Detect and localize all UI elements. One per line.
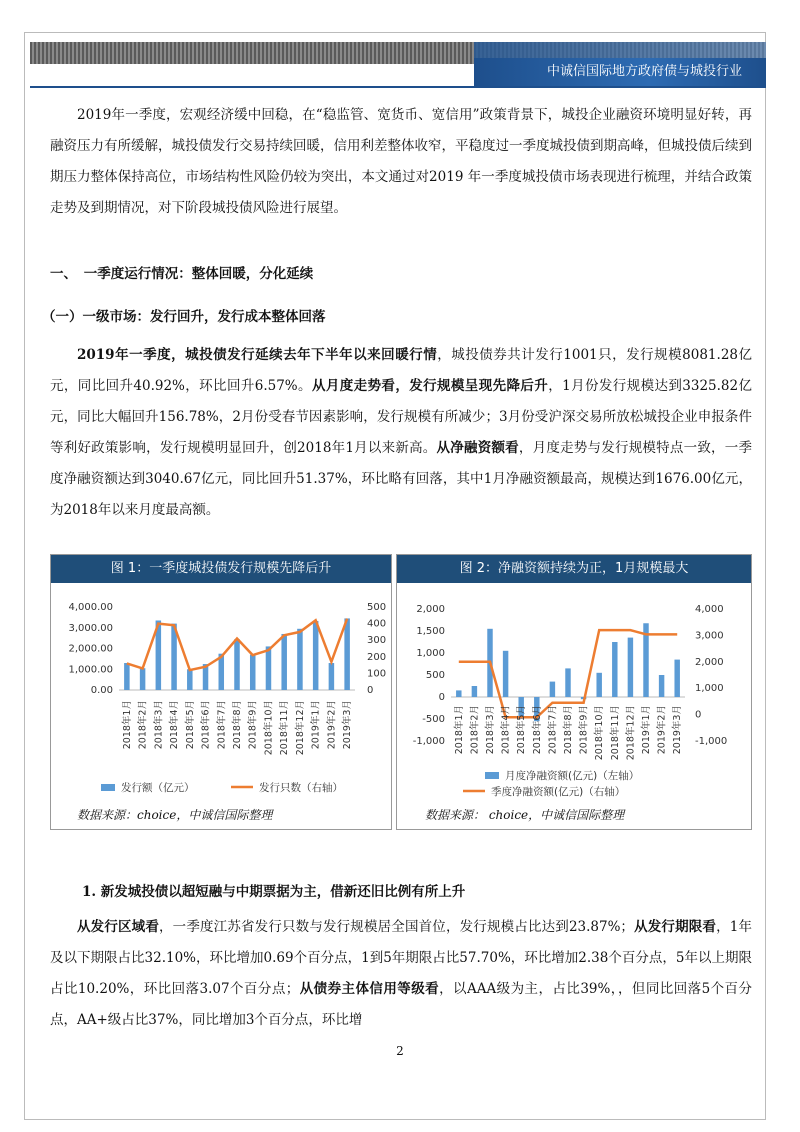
bar bbox=[234, 639, 240, 690]
x-tick-label: 2018年1月 bbox=[453, 705, 465, 755]
y-tick-right: 100 bbox=[367, 668, 387, 680]
y-tick-right: 0 bbox=[367, 685, 374, 696]
bar bbox=[187, 669, 193, 690]
body-text: ，月度走势与发行规模特点一致，一季度净融资额达到3040.67亿元，同比回升51.37%，环比略有回落，其中1月净融资额最高，规模达到1676.00亿元，为2018年以来月度最高额。 bbox=[50, 440, 753, 518]
body-text: ，1月份发行规模达到3325.82亿元，同比大幅回升156.78%，2月份受春节因素影响，发行规模有所减少；3月份受沪深交易所放松城投企业申报条件等利好政策影响，发行规模明显回升，创2018年1月以来新高。 bbox=[50, 378, 752, 456]
bar bbox=[628, 638, 633, 697]
x-tick-label: 2018年12月 bbox=[294, 700, 306, 756]
intro-paragraph: 2019年一季度，宏观经济缓中回稳，在“稳监管、宽货币、宽信用”政策背景下，城投企业融资环境明显好转，再融资压力有所缓解，城投债发行交易持续回暖，信用利差整体收窄，平稳度过一季度城投债到期高峰，但城投债后续到期压力整体保持高位，市场结构性风险仍较为突出，本文通过对2019 年一季度城投债市场表现进行梳理，并结合政策走势及到期情况，对下阶段城投债风险进行展望。 bbox=[50, 107, 752, 216]
bold-text: 从债券主体信用等级看 bbox=[299, 981, 440, 997]
header-decoration bbox=[474, 42, 766, 58]
x-tick-label: 2018年3月 bbox=[485, 705, 496, 755]
x-tick-label: 2018年11月 bbox=[609, 705, 621, 761]
y-tick-left: 2,000.00 bbox=[68, 643, 113, 655]
x-tick-label: 2018年9月 bbox=[247, 700, 259, 750]
bold-text: 2019年一季度，城投债发行延续去年下半年以来回暖行情 bbox=[77, 347, 438, 363]
bar bbox=[329, 663, 335, 690]
x-tick-label: 2018年6月 bbox=[531, 705, 543, 755]
bar bbox=[297, 629, 303, 690]
x-tick-label: 2018年9月 bbox=[578, 705, 590, 755]
y-tick-left: 3,000.00 bbox=[68, 622, 113, 634]
x-tick-label: 2019年2月 bbox=[656, 705, 668, 755]
x-tick-label: 2018年7月 bbox=[547, 705, 559, 755]
bar bbox=[596, 673, 601, 697]
legend-label: 季度净融资额(亿元)（右轴） bbox=[491, 786, 626, 798]
y-tick-left: 2,000 bbox=[416, 604, 445, 615]
header-rule bbox=[30, 86, 766, 88]
x-tick-label: 2018年10月 bbox=[263, 700, 275, 756]
x-tick-label: 2018年11月 bbox=[279, 700, 291, 756]
bar bbox=[503, 651, 508, 697]
x-tick-label: 2018年5月 bbox=[516, 705, 528, 755]
x-tick-label: 2018年5月 bbox=[184, 700, 196, 750]
y-tick-left: 500 bbox=[425, 670, 445, 681]
y-tick-left: 1,500 bbox=[416, 626, 445, 637]
body-text: ，以AAA级为主，占比39%，，但同比回落5个百分点，AA+级占比37%，同比增加3个百分点，环比增 bbox=[50, 981, 753, 1028]
paragraph-issuance bbox=[50, 340, 752, 526]
bold-text: 从净融资额看 bbox=[436, 440, 519, 456]
legend-label: 发行只数（右轴） bbox=[259, 782, 343, 794]
header-title: 中诚信国际地方政府债与城投行业 bbox=[474, 58, 766, 86]
x-tick-label: 2018年10月 bbox=[594, 705, 606, 761]
x-tick-label: 2018年3月 bbox=[153, 700, 165, 750]
y-tick-right: 3,000 bbox=[695, 630, 724, 642]
bar bbox=[281, 634, 287, 690]
y-tick-right: -1,000 bbox=[695, 736, 728, 747]
page-number: 2 bbox=[396, 1044, 404, 1058]
chart-1-source: 数据来源：choice，中诚信国际整理 bbox=[77, 808, 273, 822]
chart-2-caption: 图 2：净融资额持续为正，1月规模最大 bbox=[397, 555, 751, 583]
legend-label: 月度净融资额(亿元)（左轴） bbox=[505, 770, 640, 782]
paragraph-structure bbox=[50, 912, 752, 1036]
bar bbox=[344, 618, 350, 690]
chart-2-source: 数据来源： choice，中诚信国际整理 bbox=[425, 808, 625, 822]
section-heading-1-1: （一）一级市场：发行回升，发行成本整体回落 bbox=[42, 309, 326, 325]
chart-2-box bbox=[396, 554, 752, 830]
y-tick-right: 2,000 bbox=[695, 656, 724, 668]
body-text: ，1年及以下期限占比32.10%，环比增加0.69个百分点，1到5年期限占比57.70%，环比增加2.38个百分点，5年以上期限占比10.20%，环比回落3.07个百分点； bbox=[50, 919, 753, 997]
chart-2 bbox=[397, 583, 751, 803]
body-text: ，一季度江苏省发行只数与发行规模居全国首位，发行规模占比达到23.87%； bbox=[159, 919, 634, 935]
y-tick-left: 1,000 bbox=[416, 648, 445, 659]
bar bbox=[612, 642, 617, 697]
bar bbox=[250, 655, 256, 690]
x-tick-label: 2019年3月 bbox=[342, 700, 354, 750]
x-tick-label: 2018年8月 bbox=[232, 700, 243, 750]
bar bbox=[313, 621, 319, 690]
bold-text: 从发行区域看 bbox=[77, 919, 159, 935]
x-tick-label: 2018年6月 bbox=[200, 700, 212, 750]
y-tick-left: -1,000 bbox=[412, 736, 445, 747]
y-tick-left: 1,000.00 bbox=[68, 664, 113, 676]
y-tick-left: 0 bbox=[438, 692, 445, 703]
bar bbox=[266, 646, 272, 690]
subsection-heading-1: 1. 新发城投债以超短融与中期票据为主，借新还旧比例有所上升 bbox=[82, 884, 466, 900]
bar bbox=[472, 686, 477, 697]
y-tick-right: 0 bbox=[695, 709, 702, 721]
y-tick-right: 500 bbox=[367, 602, 387, 613]
x-tick-label: 2018年2月 bbox=[137, 700, 149, 750]
bar bbox=[550, 682, 555, 697]
bar bbox=[124, 663, 130, 690]
x-tick-label: 2018年4月 bbox=[169, 700, 181, 750]
body-text: ，城投债券共计发行1001只，发行规模8081.28亿元，同比回升40.92%，环比回升6.57%。 bbox=[50, 347, 752, 394]
chart-1-caption: 图 1：一季度城投债发行规模先降后升 bbox=[51, 555, 391, 583]
bar bbox=[140, 668, 146, 690]
y-tick-right: 4,000 bbox=[695, 604, 724, 615]
chart-1 bbox=[51, 583, 391, 803]
chart-1-box bbox=[50, 554, 392, 830]
y-tick-right: 1,000 bbox=[695, 683, 724, 695]
section-heading-1: 一、 一季度运行情况：整体回暖，分化延续 bbox=[50, 266, 314, 282]
x-tick-label: 2019年3月 bbox=[672, 705, 684, 755]
x-tick-label: 2019年2月 bbox=[326, 700, 338, 750]
x-tick-label: 2018年2月 bbox=[469, 705, 481, 755]
bar bbox=[456, 690, 461, 697]
y-tick-left: 0.00 bbox=[90, 685, 113, 696]
y-tick-right: 300 bbox=[367, 635, 387, 647]
x-tick-label: 2018年4月 bbox=[500, 705, 512, 755]
x-tick-label: 2019年1月 bbox=[641, 705, 652, 755]
y-tick-left: 4,000.00 bbox=[68, 602, 113, 613]
bar bbox=[659, 675, 664, 697]
x-tick-label: 2018年8月 bbox=[563, 705, 574, 755]
legend-swatch-bar bbox=[101, 784, 115, 791]
x-tick-label: 2018年1月 bbox=[121, 700, 133, 750]
bar bbox=[674, 660, 679, 697]
legend-label: 发行额（亿元） bbox=[121, 782, 195, 794]
x-tick-label: 2018年12月 bbox=[625, 705, 637, 761]
x-tick-label: 2018年7月 bbox=[216, 700, 228, 750]
legend-swatch-bar bbox=[485, 772, 499, 779]
bold-text: 从发行期限看 bbox=[633, 919, 717, 935]
bar bbox=[565, 668, 570, 697]
x-tick-label: 2019年1月 bbox=[310, 700, 322, 750]
y-tick-left: -500 bbox=[422, 714, 445, 725]
y-tick-right: 200 bbox=[367, 651, 387, 663]
y-tick-right: 400 bbox=[367, 618, 387, 630]
bold-text: 从月度走势看，发行规模呈现先降后升 bbox=[311, 378, 549, 394]
